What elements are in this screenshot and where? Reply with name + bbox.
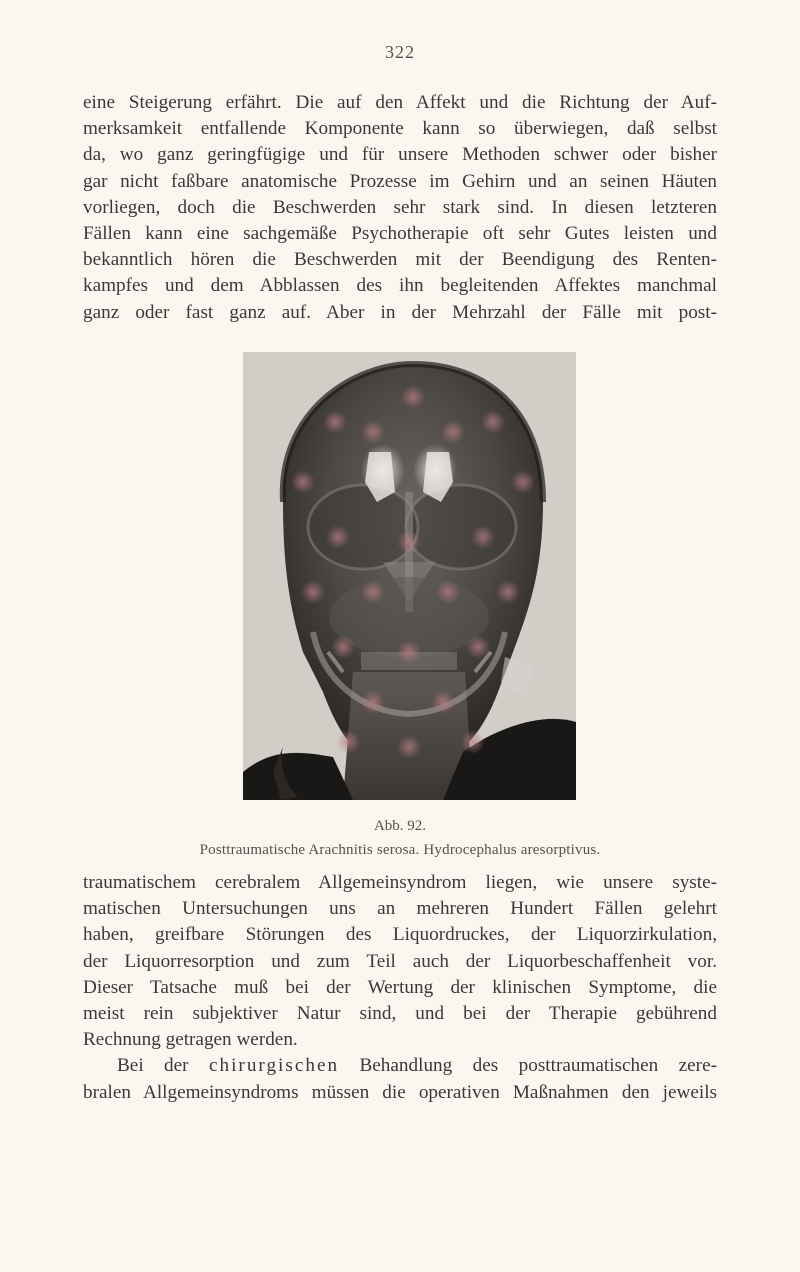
text-line: vorliegen, doch die Beschwerden sehr stark sind. In diesen letzteren — [83, 196, 717, 218]
text-line: Rechnung getragen werden. — [83, 1029, 298, 1051]
bottom-paragraph — [83, 870, 717, 1106]
text-line: bralen Allgemeinsyndroms müssen die operativen Maßnahmen den jeweils — [83, 1081, 717, 1103]
top-paragraph — [83, 90, 717, 326]
text-line: eine Steigerung erfährt. Die auf den Affekt und die Richtung der Auf- — [83, 92, 717, 113]
text-line — [83, 1053, 717, 1079]
text-line: da, wo ganz geringfügige und für unsere Methoden schwer oder bisher — [83, 144, 717, 166]
text-fragment: Bei der — [117, 1055, 209, 1077]
figure-caption: Posttraumatische Arachnitis serosa. Hydrocephalus aresorptivus. — [199, 842, 601, 858]
text-line: Fällen kann eine sachgemäße Psychotherapie oft sehr Gutes leisten und — [83, 223, 717, 245]
page-number: 322 — [385, 42, 415, 62]
text-line: Dieser Tatsache muß bei der Wertung der klinischen Symptome, die — [83, 976, 717, 998]
text-line: kampfes und dem Abblassen des ihn begleitenden Affektes manchmal — [83, 275, 717, 297]
text-line: ganz oder fast ganz auf. Aber in der Mehrzahl der Fälle mit post- — [83, 301, 717, 323]
text-line: gar nicht faßbare anatomische Prozesse im Gehirn und an seinen Häuten — [83, 170, 717, 192]
text-line: merksamkeit entfallende Komponente kann so überwiegen, daß selbst — [83, 118, 717, 140]
text-line: haben, greifbare Störungen des Liquordruckes, der Liquorzirkulation, — [83, 924, 717, 946]
emphasized-word: chirurgischen — [208, 1055, 340, 1077]
text-line: bekanntlich hören die Beschwerden mit der Beendigung des Renten- — [83, 249, 717, 271]
text-line: traumatischem cerebralem Allgemeinsyndrom liegen, wie unsere syste- — [83, 872, 717, 893]
text-line: matischen Untersuchungen uns an mehreren Hundert Fällen gelehrt — [83, 898, 717, 920]
text-line: der Liquorresorption und zum Teil auch der Liquorbeschaffenheit vor. — [83, 950, 717, 972]
skull-xray-image — [243, 352, 576, 800]
figure-number: Abb. 92. — [373, 818, 427, 834]
xray-figure — [243, 352, 576, 800]
text-fragment: Behandlung des posttraumatischen zere- — [339, 1055, 717, 1077]
text-line: meist rein subjektiver Natur sind, und bei der Therapie gebührend — [83, 1003, 717, 1025]
